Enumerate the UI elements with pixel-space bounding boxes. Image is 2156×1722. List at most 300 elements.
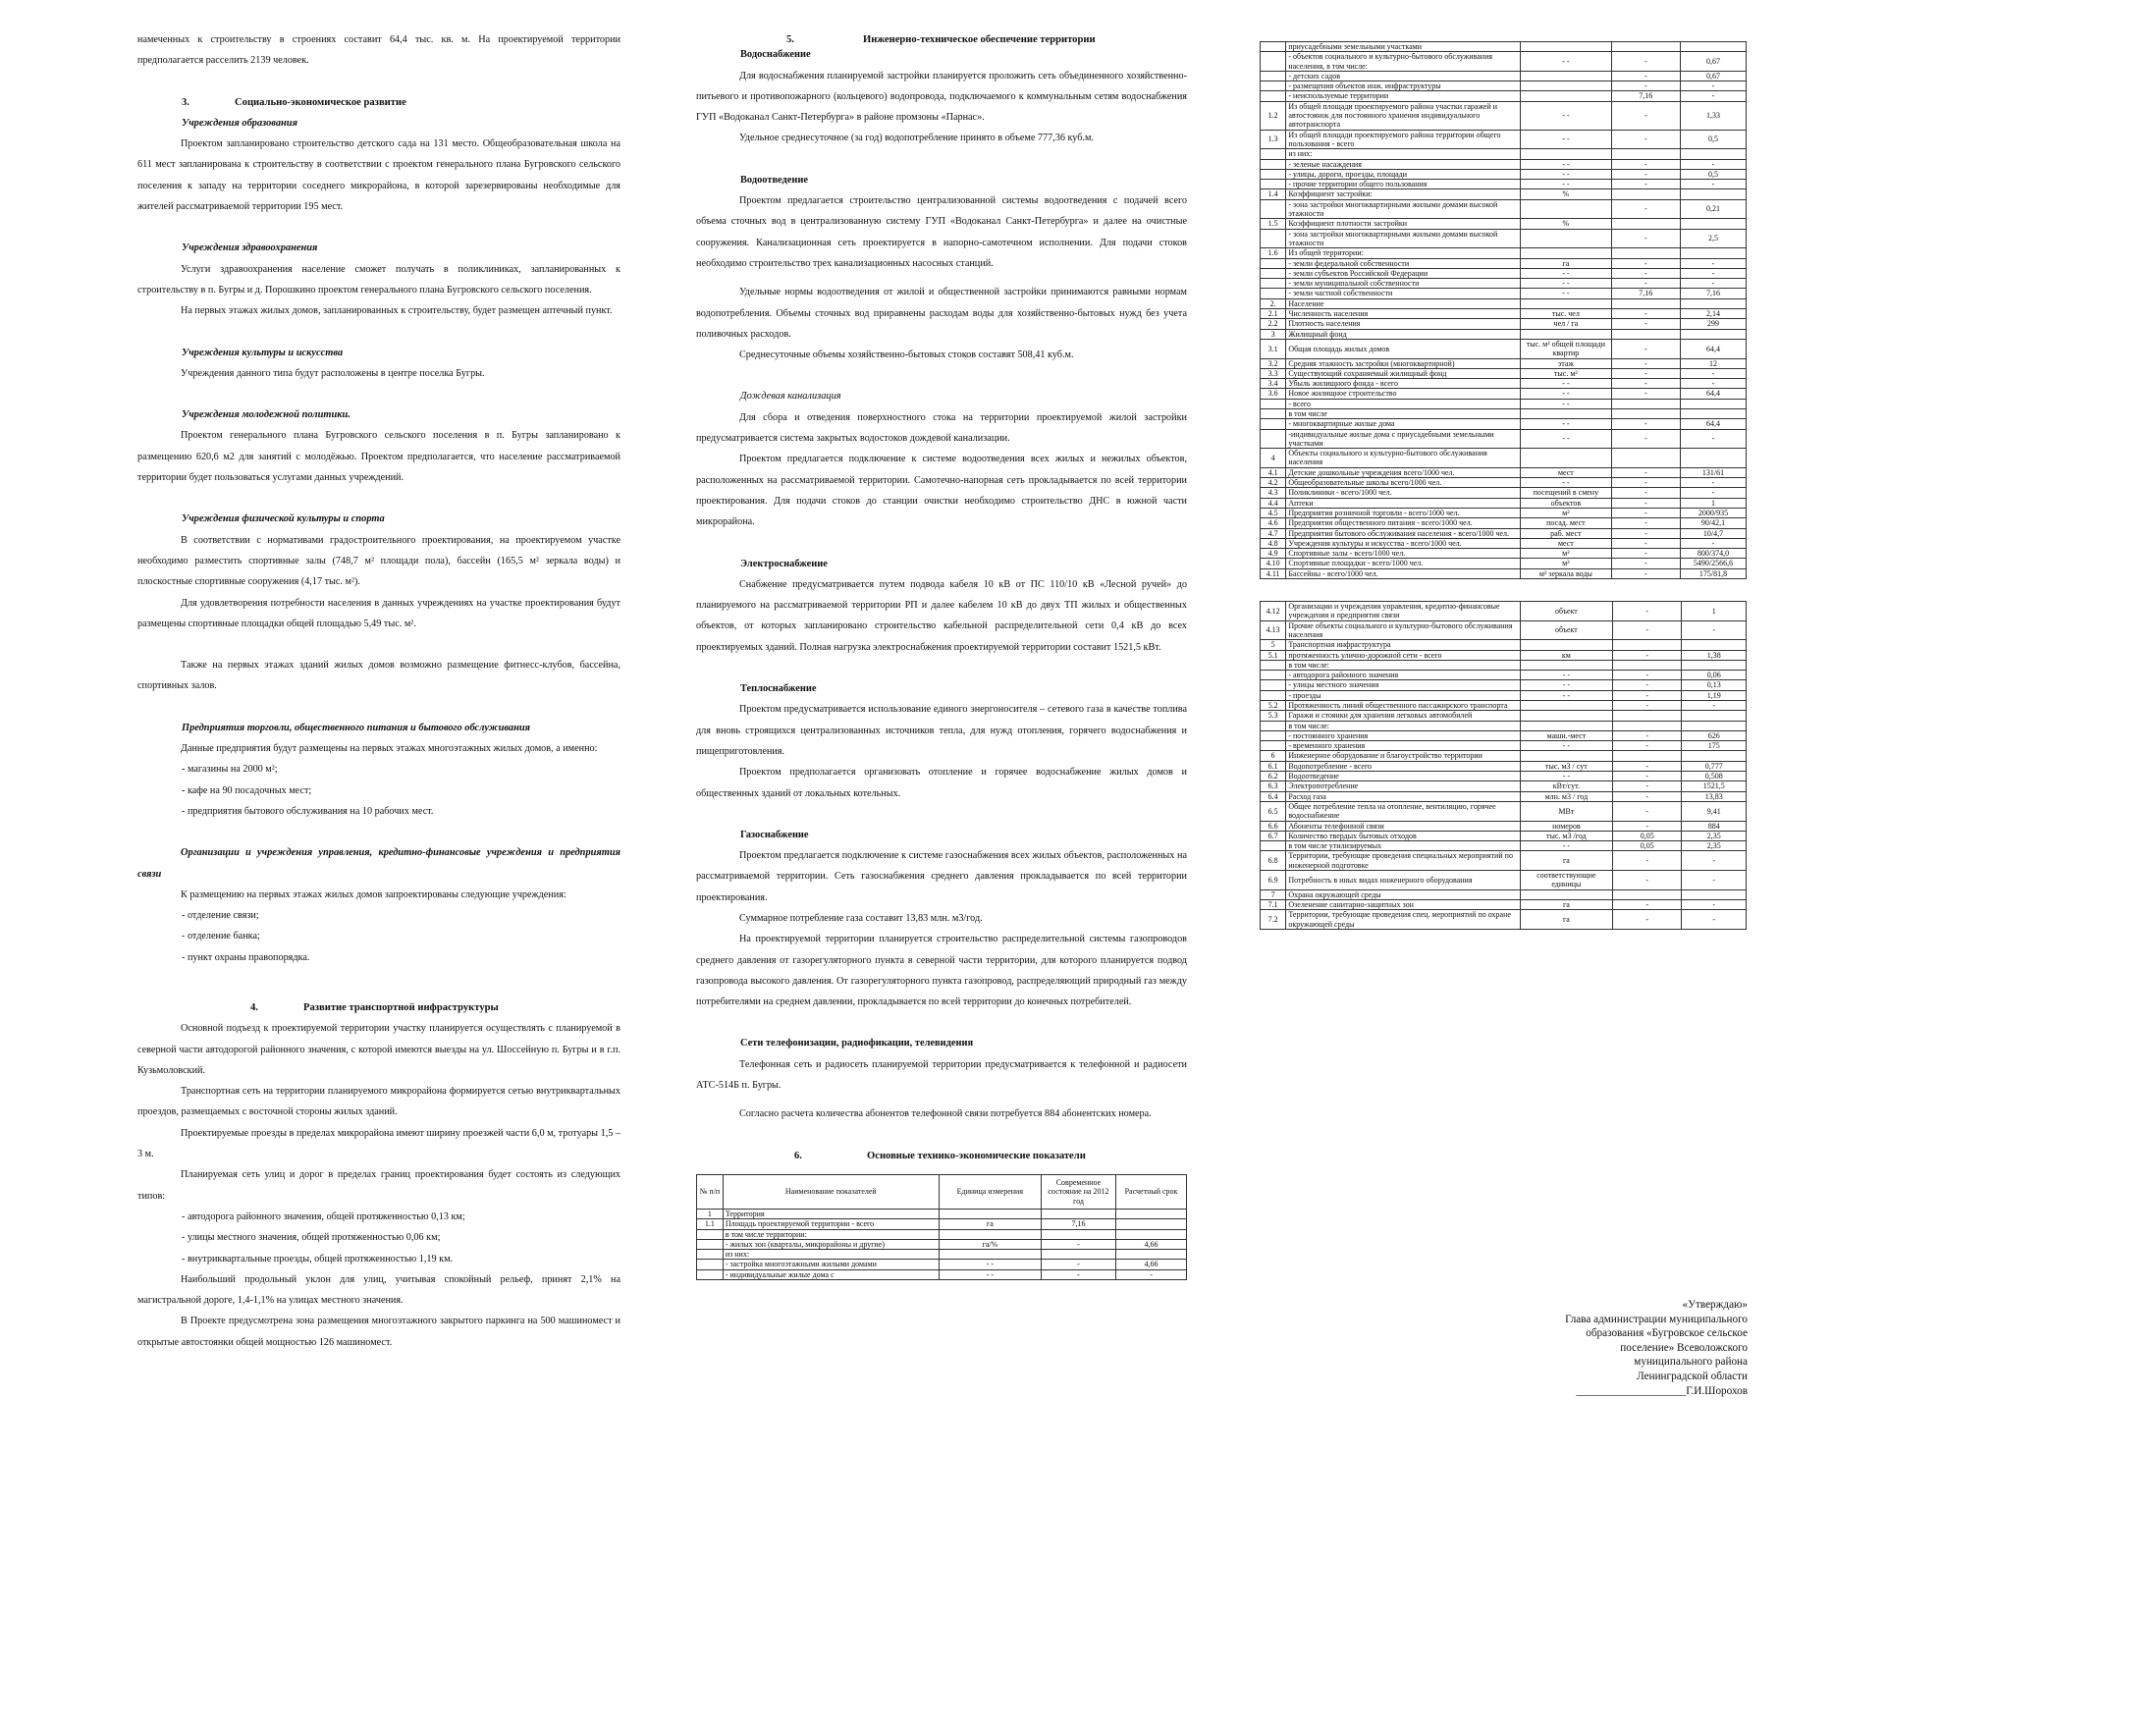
table-cell: Предприятия общественного питания - всего/1000 чел. xyxy=(1286,518,1521,528)
table-cell xyxy=(1261,52,1286,72)
table-cell: Коэффициент плотности застройки xyxy=(1286,219,1521,229)
table-cell: 12 xyxy=(1680,358,1746,368)
subheading-education: Учреждения образования xyxy=(182,117,297,129)
table-row xyxy=(1261,761,1747,771)
table-row xyxy=(1261,289,1747,298)
table-cell: 4.2 xyxy=(1261,478,1286,488)
approval-line: образования «Бугровское сельское xyxy=(1586,1327,1748,1340)
table-cell xyxy=(1261,690,1286,700)
table-cell xyxy=(1261,680,1286,690)
table-cell: тыс. м3 /год xyxy=(1520,831,1612,840)
table-cell xyxy=(1520,660,1612,670)
table-cell: посад. мест xyxy=(1521,518,1612,528)
table-cell: 3.4 xyxy=(1261,379,1286,389)
table-cell xyxy=(1116,1250,1187,1260)
table-cell: 6.8 xyxy=(1261,851,1286,871)
table-row xyxy=(1261,602,1747,621)
table-cell xyxy=(1261,279,1286,289)
subheading-electricity: Электроснабжение xyxy=(740,558,828,569)
table-cell: - xyxy=(1680,488,1746,498)
table-cell xyxy=(1521,71,1612,81)
table-cell: Общеобразовательные школы всего/1000 чел. xyxy=(1286,478,1521,488)
table-cell: - автодорога районного значения xyxy=(1286,671,1520,680)
table-cell: 4.11 xyxy=(1261,568,1286,578)
table-cell: - xyxy=(1611,508,1680,517)
table-cell: - xyxy=(1611,379,1680,389)
table-cell: в том числе: xyxy=(1286,660,1520,670)
table-cell xyxy=(1680,219,1746,229)
table-cell xyxy=(697,1260,724,1269)
table-cell xyxy=(1680,329,1746,339)
table-cell: - xyxy=(1611,101,1680,130)
table-cell xyxy=(1613,889,1682,899)
table-cell: - - xyxy=(1521,268,1612,278)
table-cell: Из общей площади проектируемого района территории общего пользования - всего xyxy=(1286,130,1521,149)
table-cell: 175/81,8 xyxy=(1680,568,1746,578)
table-cell: - размещения объектов инж. инфраструктуры xyxy=(1286,81,1521,91)
table-row xyxy=(1261,488,1747,498)
table-cell: м² xyxy=(1521,559,1612,568)
table-cell xyxy=(1261,671,1286,680)
paragraph: Проектом предлагается подключение к системе газоснабжения всех жилых объектов, расположенных на рассматриваемой территории. Сеть газоснабжения среднего давления прокладывается по всей территории проектирования. xyxy=(696,850,1187,903)
paragraph: В соответствии с нормативами градостроительного проектирования, на проектируемом участке необходимо разместить спортивные залы (748,7 м² площади пола), бассейн (165,5 м² зеркала воды) и плоскостные спортивные сооружения (4,17 тыс. м²). xyxy=(137,534,620,588)
table-cell: Население xyxy=(1286,298,1521,308)
table-row xyxy=(1261,559,1747,568)
paragraph: Транспортная сеть на территории планируемого микрорайона формируется сетью внутриквартальных проездов, размещаемых с восточной стороны жилых зданий. xyxy=(137,1086,620,1118)
paragraph: Проектом генерального плана Бугровского сельского поселения в п. Бугры запланировано к размещению 620,6 м2 для занятий с молодёжью. Проектом предполагается, что население рассматриваемой территории будет пользоваться услугами данных учреждений. xyxy=(137,430,620,484)
table-cell xyxy=(1521,199,1612,219)
table-cell: - xyxy=(1611,568,1680,578)
table-cell: 4.3 xyxy=(1261,488,1286,498)
table-cell: - xyxy=(1613,602,1682,621)
subheading-water-supply: Водоснабжение xyxy=(740,49,811,61)
table-row xyxy=(1261,508,1747,517)
table-header-cell: Расчетный срок xyxy=(1116,1174,1187,1209)
table-cell: - застройка многоэтажными жилыми домами xyxy=(723,1260,939,1269)
table-cell: - зона застройки многоквартирными жилыми домами высокой этажности xyxy=(1286,199,1521,219)
table-cell xyxy=(1261,180,1286,189)
table-cell: в том числе: xyxy=(1286,721,1520,730)
table-cell: - xyxy=(1611,199,1680,219)
table-cell: - xyxy=(1613,910,1682,930)
table-cell: - неиспользуемые территории xyxy=(1286,91,1521,101)
table-cell: из них: xyxy=(1286,149,1521,159)
table-cell: 6 xyxy=(1261,751,1286,761)
table-row xyxy=(1261,871,1747,890)
table-cell: - xyxy=(1682,871,1747,890)
table-row xyxy=(697,1219,1187,1229)
intro-paragraph: намеченных к строительству в строениях составит 64,4 тыс. кв. м. На проектируемой территории предполагается расселить 2139 человек. xyxy=(137,34,620,67)
table-row xyxy=(1261,831,1747,840)
table-cell: - всего xyxy=(1286,399,1521,408)
table-cell xyxy=(697,1229,724,1239)
paragraph: Проектом предлагается строительство централизованной системы водоотведения с подачей всего объема сточных вод в централизованную систему ГУП «Водоканал Санкт-Петербурга» и далее на очистные сооружения. Канализационная сеть проектируется в напорно-самотечном исполнении. Для подачи стоков необходимо строительство трех канализационных насосных станций. xyxy=(696,195,1187,269)
list-item: - отделение связи; xyxy=(182,910,259,922)
section-title: Развитие транспортной инфраструктуры xyxy=(303,1001,499,1013)
table-cell xyxy=(1261,229,1286,248)
table-cell xyxy=(1613,711,1682,721)
table-cell xyxy=(1116,1229,1187,1239)
table-cell: м² зеркала воды xyxy=(1521,568,1612,578)
table-cell: - - xyxy=(939,1260,1041,1269)
approval-line: Ленинградской области xyxy=(1637,1370,1748,1382)
table-cell: 1.1 xyxy=(697,1219,724,1229)
table-cell xyxy=(1611,298,1680,308)
table-cell: - xyxy=(1611,488,1680,498)
table-cell: - xyxy=(1613,772,1682,781)
table-cell xyxy=(1261,419,1286,429)
approval-signature-line: ____________________Г.И.Шорохов xyxy=(1576,1384,1748,1397)
table-cell: 6.9 xyxy=(1261,871,1286,890)
table-row xyxy=(1261,101,1747,130)
table-cell: - - xyxy=(1521,52,1612,72)
table-cell: Спортивные залы - всего/1000 чел. xyxy=(1286,549,1521,559)
table-cell xyxy=(1521,81,1612,91)
indicators-table-part-2 xyxy=(1260,41,1747,579)
table-row xyxy=(1261,199,1747,219)
table-cell: га xyxy=(1520,910,1612,930)
table-cell: Озеленение санитарно-защитных зон xyxy=(1286,899,1520,909)
table-cell xyxy=(1613,640,1682,650)
table-cell: 2000/935 xyxy=(1680,508,1746,517)
table-cell: - xyxy=(1611,498,1680,508)
table-cell: - - xyxy=(1521,399,1612,408)
table-cell: Территории, требующие проведения специальных мероприятий по инженерной подготовке xyxy=(1286,851,1520,871)
table-cell xyxy=(1680,399,1746,408)
table-cell: 0,67 xyxy=(1680,71,1746,81)
paragraph: Услуги здравоохранения население сможет получать в поликлиниках, запланированных к строительству в п. Бугры и д. Порошкино проектом генерального плана Бугровского сельского поселения. xyxy=(137,263,620,296)
table-column-3 xyxy=(1260,41,1747,930)
table-row xyxy=(1261,339,1747,358)
table-cell xyxy=(1041,1209,1115,1218)
table-cell xyxy=(1261,42,1286,52)
table-row xyxy=(1261,568,1747,578)
table-cell: - улицы местного значения xyxy=(1286,680,1520,690)
paragraph: Проектом запланировано строительство детского сада на 131 место. Общеобразовательная школа на 611 мест запланирована к строительству в соответствии с проектом генерального плана Бугровского сельского поселения к западу на территории соседнего микрорайона, в которой зарезервированы необходимые для жителей рассматриваемой территории 195 мест. xyxy=(137,138,620,213)
table-cell: - xyxy=(1611,169,1680,179)
table-cell: - жилых зон (кварталы, микрорайоны и другие) xyxy=(723,1239,939,1249)
paragraph: Согласно расчета количества абонентов телефонной связи потребуется 884 абонентских номера. xyxy=(739,1108,1152,1120)
table-cell xyxy=(1682,751,1747,761)
table-cell xyxy=(1041,1250,1115,1260)
table-cell: Предприятия бытового обслуживания населения - всего/1000 чел. xyxy=(1286,528,1521,538)
table-cell: 1 xyxy=(1680,498,1746,508)
table-header-cell: Современное состояние на 2012 год xyxy=(1041,1174,1115,1209)
paragraph: Для сбора и отведения поверхностного стока на территории проектируемой жилой застройки предусматривается система закрытых водостоков дождевой канализации. xyxy=(696,411,1187,445)
table-cell xyxy=(1041,1229,1115,1239)
table-cell xyxy=(1261,841,1286,851)
table-cell: Абоненты телефонной связи xyxy=(1286,821,1520,831)
table-cell: - xyxy=(1116,1269,1187,1279)
table-cell xyxy=(1261,149,1286,159)
table-row xyxy=(697,1250,1187,1260)
paragraph: Телефонная сеть и радиосеть планируемой территории предусматривается к телефонной и радиосети АТС-514Б п. Бугры. xyxy=(696,1058,1187,1092)
approval-line: поселение» Всеволожского xyxy=(1620,1341,1748,1354)
paragraph: Проектом предусматривается использование единого энергоносителя – сетевого газа в качестве топлива для вновь строящихся централизованных источников тепла, для нужд отопления, горячего водоснабжения и пищеприготовления. xyxy=(696,704,1187,757)
table-cell xyxy=(1520,711,1612,721)
table-cell: - xyxy=(1041,1239,1115,1249)
table-cell: - - xyxy=(1521,289,1612,298)
table-cell: - xyxy=(1041,1269,1115,1279)
table-row xyxy=(1261,690,1747,700)
table-cell: Электропотребление xyxy=(1286,781,1520,791)
table-cell: 3.1 xyxy=(1261,339,1286,358)
table-cell: 7,16 xyxy=(1611,91,1680,101)
table-cell: Убыль жилищного фонда - всего xyxy=(1286,379,1521,389)
table-cell: Новое жилищное строительство xyxy=(1286,389,1521,399)
table-header-cell: Единица измерения xyxy=(939,1174,1041,1209)
table-cell: 3 xyxy=(1261,329,1286,339)
table-cell: 6.3 xyxy=(1261,781,1286,791)
table-cell: - прочие территории общего пользования xyxy=(1286,180,1521,189)
table-cell: - xyxy=(1611,419,1680,429)
table-cell: 0,05 xyxy=(1613,841,1682,851)
table-cell xyxy=(1613,751,1682,761)
table-cell xyxy=(1261,91,1286,101)
table-cell: Поликлиники - всего/1000 чел. xyxy=(1286,488,1521,498)
table-cell: Спортивные площадки - всего/1000 чел. xyxy=(1286,559,1521,568)
table-cell: - xyxy=(1613,899,1682,909)
table-cell: км xyxy=(1520,650,1612,660)
table-row xyxy=(1261,538,1747,548)
table-cell: Территории, требующие проведения спец. мероприятий по охране окружающей среды xyxy=(1286,910,1520,930)
indicators-table-part-1 xyxy=(696,1174,1187,1280)
table-cell: га xyxy=(1520,899,1612,909)
table-cell: объект xyxy=(1520,620,1612,640)
table-cell: в том числе территории: xyxy=(723,1229,939,1239)
table-cell: Потребность в иных видах инженерного оборудования xyxy=(1286,871,1520,890)
table-row xyxy=(1261,751,1747,761)
section-title: Инженерно-техническое обеспечение территории xyxy=(863,34,1096,45)
table-cell xyxy=(1261,71,1286,81)
table-cell xyxy=(1261,741,1286,751)
table-cell: тыс. чел xyxy=(1521,309,1612,319)
table-row xyxy=(1261,389,1747,399)
table-cell: 6.2 xyxy=(1261,772,1286,781)
table-cell: 4.1 xyxy=(1261,467,1286,477)
table-cell: кВт/сут. xyxy=(1520,781,1612,791)
table-cell: - xyxy=(1613,851,1682,871)
table-cell: Бассейны - всего/1000 чел. xyxy=(1286,568,1521,578)
table-row xyxy=(1261,841,1747,851)
paragraph: Планируемая сеть улиц и дорог в пределах границ проектирования будет состоять из следующих типов: xyxy=(137,1169,620,1202)
table-cell xyxy=(1611,329,1680,339)
table-row xyxy=(697,1260,1187,1269)
table-cell: га xyxy=(1520,851,1612,871)
paragraph: Проектом предлагается подключение к системе водоотведения всех жилых и нежилых объектов, расположенных на рассматриваемой территории. Самотечно-напорная сеть прокладывается по всей территории проектирования. Для подачи стоков до станции очистки необходимо строительство ДНС в южной части микрорайона. xyxy=(696,454,1187,528)
table-cell: Инженерное оборудование и благоустройство территории xyxy=(1286,751,1520,761)
section-title: Социально-экономическое развитие xyxy=(235,96,406,108)
table-row xyxy=(1261,741,1747,751)
table-cell xyxy=(939,1229,1041,1239)
table-cell: Учреждения культуры и искусства - всего/1000 чел. xyxy=(1286,538,1521,548)
table-cell: 6.6 xyxy=(1261,821,1286,831)
subheading-storm-sewer: Дождевая канализация xyxy=(740,391,841,403)
subheading-gas: Газоснабжение xyxy=(740,829,809,840)
table-row xyxy=(1261,730,1747,740)
table-cell: - xyxy=(1613,741,1682,751)
text-column-1 xyxy=(137,29,620,1353)
table-cell: 1.6 xyxy=(1261,248,1286,258)
table-cell: - - xyxy=(939,1269,1041,1279)
table-cell: 6.1 xyxy=(1261,761,1286,771)
table-cell: - xyxy=(1611,549,1680,559)
table-cell: 1,33 xyxy=(1680,101,1746,130)
table-cell xyxy=(697,1269,724,1279)
section-4-heading xyxy=(137,997,620,1018)
table-cell: - - xyxy=(1521,159,1612,169)
table-row xyxy=(697,1269,1187,1279)
table-cell: приусадебными земельными участками xyxy=(1286,42,1521,52)
approval-line: муниципального района xyxy=(1634,1356,1748,1369)
table-cell: 64,4 xyxy=(1680,419,1746,429)
approval-block xyxy=(1507,1298,1748,1398)
table-cell: 1,38 xyxy=(1682,650,1747,660)
table-cell: - xyxy=(1613,781,1682,791)
table-cell: 7,16 xyxy=(1611,289,1680,298)
table-cell: - земли субъектов Российской Федерации xyxy=(1286,268,1521,278)
table-cell: - xyxy=(1611,279,1680,289)
paragraph: Удельные нормы водоотведения от жилой и общественной застройки принимаются равными нормам водопотребления. Объемы сточных вод приравнены расходам воды для хозяйственно-бытовых нужд без учета поливочных расходов. xyxy=(696,287,1187,340)
table-cell: 1,19 xyxy=(1682,690,1747,700)
table-cell: 2,35 xyxy=(1682,841,1747,851)
table-cell xyxy=(1611,219,1680,229)
table-cell: тыс. м² общей площади квартир xyxy=(1521,339,1612,358)
paragraph: Проектируемые проезды в пределах микрорайона имеют ширину проезжей части 6,0 м, тротуары 1,5 – 3 м. xyxy=(137,1127,620,1160)
table-cell: 1.4 xyxy=(1261,189,1286,199)
table-row xyxy=(1261,169,1747,179)
table-cell: Численность населения xyxy=(1286,309,1521,319)
table-cell: % xyxy=(1521,189,1612,199)
table-cell xyxy=(1521,42,1612,52)
text-column-2 xyxy=(696,29,1187,1280)
table-cell: 4.7 xyxy=(1261,528,1286,538)
table-cell xyxy=(1520,751,1612,761)
table-cell: 4.13 xyxy=(1261,620,1286,640)
table-cell xyxy=(697,1250,724,1260)
table-cell: - xyxy=(1613,791,1682,801)
table-cell: 10/4,7 xyxy=(1680,528,1746,538)
table-row xyxy=(1261,42,1747,52)
list-item: - магазины на 2000 м²; xyxy=(182,764,278,776)
table-cell: - xyxy=(1611,159,1680,169)
table-cell: - xyxy=(1611,467,1680,477)
table-cell xyxy=(939,1209,1041,1218)
table-cell: - - xyxy=(1520,741,1612,751)
table-cell: - постоянного хранения xyxy=(1286,730,1520,740)
table-cell xyxy=(1261,399,1286,408)
table-cell: 7.1 xyxy=(1261,899,1286,909)
table-cell: 1.5 xyxy=(1261,219,1286,229)
table-cell: 5.1 xyxy=(1261,650,1286,660)
section-number: 6. xyxy=(794,1150,802,1161)
table-cell: 7.2 xyxy=(1261,910,1286,930)
table-cell xyxy=(1680,248,1746,258)
table-cell: - - xyxy=(1520,680,1612,690)
table-cell: 5490/2566,6 xyxy=(1680,559,1746,568)
table-cell: га xyxy=(1521,258,1612,268)
table-cell: 3.6 xyxy=(1261,389,1286,399)
table-cell xyxy=(1520,889,1612,899)
table-cell: мест xyxy=(1521,467,1612,477)
table-cell: 4 xyxy=(1261,449,1286,468)
table-cell: - xyxy=(1613,730,1682,740)
table-cell: - - xyxy=(1521,389,1612,399)
table-cell: - xyxy=(1682,620,1747,640)
table-cell xyxy=(1611,149,1680,159)
table-cell: Детские дошкольные учреждения всего/1000 чел. xyxy=(1286,467,1521,477)
table-cell: - xyxy=(1041,1260,1115,1269)
table-row xyxy=(1261,549,1747,559)
list-item: - внутриквартальные проезды, общей протяженностью 1,19 км. xyxy=(182,1253,454,1265)
section-number: 3. xyxy=(182,96,189,108)
table-cell xyxy=(1611,399,1680,408)
table-row xyxy=(1261,379,1747,389)
table-cell: машн.-мест xyxy=(1520,730,1612,740)
table-cell: Организации и учреждения управления, кредитно-финансовые учреждения и предприятия связи xyxy=(1286,602,1520,621)
table-cell xyxy=(1520,701,1612,711)
list-item: - автодорога районного значения, общей протяженностью 0,13 км; xyxy=(182,1211,465,1222)
table-cell: 175 xyxy=(1682,741,1747,751)
table-cell: Площадь проектируемой территории - всего xyxy=(723,1219,939,1229)
table-cell: - xyxy=(1611,559,1680,568)
table-cell: соответствующие единицы xyxy=(1520,871,1612,890)
table-cell: 2,35 xyxy=(1682,831,1747,840)
paragraph: Данные предприятия будут размещены на первых этажах многоэтажных жилых домов, а именно: xyxy=(181,743,598,755)
table-row xyxy=(1261,309,1747,319)
section-number: 4. xyxy=(250,1001,258,1013)
table-cell: Объекты социального и культурно-бытового обслуживания населения xyxy=(1286,449,1521,468)
list-item: - отделение банка; xyxy=(182,931,260,942)
table-cell: - - xyxy=(1521,419,1612,429)
table-cell: - xyxy=(1680,91,1746,101)
table-row xyxy=(1261,399,1747,408)
table-cell xyxy=(1680,42,1746,52)
table-cell: 3.3 xyxy=(1261,368,1286,378)
table-cell: - xyxy=(1682,910,1747,930)
section-title: Основные технико-экономические показатели xyxy=(867,1150,1086,1161)
table-cell xyxy=(1680,189,1746,199)
table-cell: - индивидуальные жилые дома с xyxy=(723,1269,939,1279)
table-cell: 64,4 xyxy=(1680,389,1746,399)
subheading-youth: Учреждения молодежной политики. xyxy=(182,409,350,421)
table-cell: - зона застройки многоквартирными жилыми домами высокой этажности xyxy=(1286,229,1521,248)
table-cell: 2,5 xyxy=(1680,229,1746,248)
table-cell: - xyxy=(1680,368,1746,378)
table-cell: - xyxy=(1611,71,1680,81)
table-cell: тыс. м3 / сут xyxy=(1520,761,1612,771)
table-cell: 4.9 xyxy=(1261,549,1286,559)
subheading-sewerage: Водоотведение xyxy=(740,174,808,186)
section-6-heading xyxy=(696,1146,1187,1166)
table-cell: 0,13 xyxy=(1682,680,1747,690)
table-cell xyxy=(1682,889,1747,899)
table-cell: - xyxy=(1611,429,1680,449)
table-cell: - xyxy=(1613,801,1682,821)
table-row xyxy=(1261,229,1747,248)
table-row xyxy=(1261,268,1747,278)
table-cell: - xyxy=(1611,538,1680,548)
table-cell: 5.3 xyxy=(1261,711,1286,721)
table-cell: 0,05 xyxy=(1613,831,1682,840)
table-cell: 299 xyxy=(1680,319,1746,329)
table-cell xyxy=(1261,199,1286,219)
table-cell: 0,21 xyxy=(1680,199,1746,219)
table-cell: Прочие объекты социального и культурно-бытового обслуживания населения xyxy=(1286,620,1520,640)
table-cell xyxy=(1682,640,1747,650)
table-row xyxy=(1261,159,1747,169)
table-cell xyxy=(1261,268,1286,278)
